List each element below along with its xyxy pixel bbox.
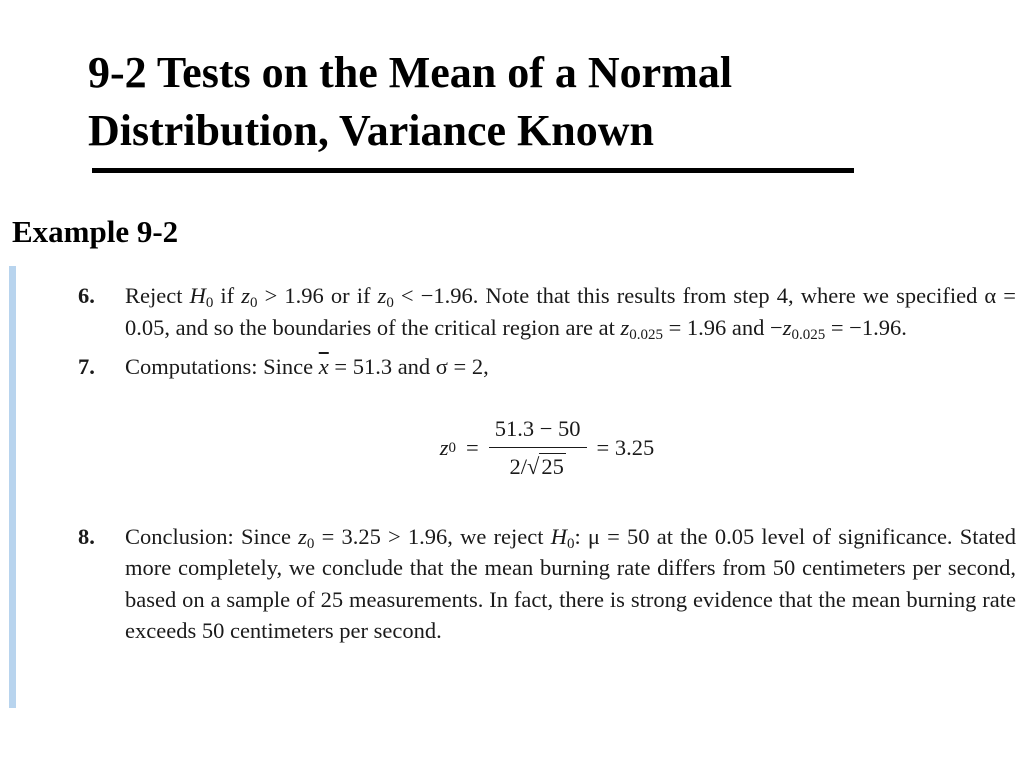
step-number: 6. <box>78 283 95 308</box>
text-segment: = 3.25 > 1.96, we reject <box>314 523 551 549</box>
step-text <box>125 521 1016 647</box>
text-segment: 2/ <box>509 454 527 479</box>
step-8 <box>78 521 1016 647</box>
square-root <box>527 451 566 483</box>
radical-sign: √ <box>526 454 540 479</box>
math-symbol: z <box>377 283 387 308</box>
math-subscript: 0 <box>306 535 315 552</box>
formula-result: = 3.25 <box>596 434 655 460</box>
math-symbol: z <box>298 523 307 549</box>
math-subscript: 0 <box>386 295 394 311</box>
math-subscript: 0.025 <box>791 326 826 343</box>
text-segment: < −1.96. Note that this results from step 4, where we specified α = 0.05, and so the boundaries of the critical region are at <box>125 283 1016 340</box>
text-segment: if <box>213 283 242 308</box>
example-content <box>78 280 1016 655</box>
math-subscript: 0.025 <box>629 326 663 343</box>
text-segment: Computations: Since <box>125 354 319 379</box>
math-subscript: 0 <box>250 295 258 311</box>
z-statistic-formula: z 0 = $\frac{51.3 - 50}{2/√25}$ = 3.25 <box>78 405 1016 491</box>
text-segment: = 1.96 and − <box>662 314 783 340</box>
fraction-denominator <box>509 448 565 483</box>
title-underline <box>92 168 854 173</box>
text-segment: Reject <box>125 283 190 308</box>
title-line-1: 9-2 Tests on the Mean of a Normal <box>88 48 733 97</box>
equals-sign: = <box>466 434 479 460</box>
step-number: 7. <box>78 354 95 379</box>
slide-title <box>88 44 968 160</box>
step-text <box>125 351 1016 383</box>
math-symbol: $\overline{x}$ <box>318 354 329 379</box>
math-subscript: 0 <box>205 295 214 311</box>
text-segment: = 51.3 and σ = 2, <box>328 354 489 379</box>
math-symbol: z <box>241 283 251 308</box>
radicand: 25 <box>541 454 564 479</box>
text-segment: > 1.96 or if <box>257 283 378 308</box>
math-symbol: z <box>782 314 792 340</box>
fraction <box>489 413 587 483</box>
step-7 <box>78 351 1016 383</box>
step-number: 8. <box>78 523 95 549</box>
math-symbol: H <box>189 283 206 308</box>
step-6 <box>78 280 1016 343</box>
text-segment: = −1.96. <box>825 314 907 340</box>
title-line-2: Distribution, Variance Known <box>88 106 654 155</box>
math-symbol: H <box>550 523 567 549</box>
accent-bar <box>9 266 16 708</box>
text-segment: : μ = 50 at the 0.05 level of significance. Stated more completely, we conclude that the mean burning rate differs from 50 centimeters per second, based on a sample of 25 measurements. In fact, there is strong evidence that the mean burning rate exceeds 50 centimeters per second. <box>125 523 1016 643</box>
fraction-numerator: 51.3 − 50 <box>489 413 587 449</box>
math-symbol: z <box>439 434 449 460</box>
math-symbol: z <box>620 314 630 340</box>
step-text <box>125 280 1016 343</box>
example-label: Example 9-2 <box>12 214 179 249</box>
math-subscript: 0 <box>566 535 575 552</box>
text-segment: Conclusion: Since <box>125 523 299 549</box>
